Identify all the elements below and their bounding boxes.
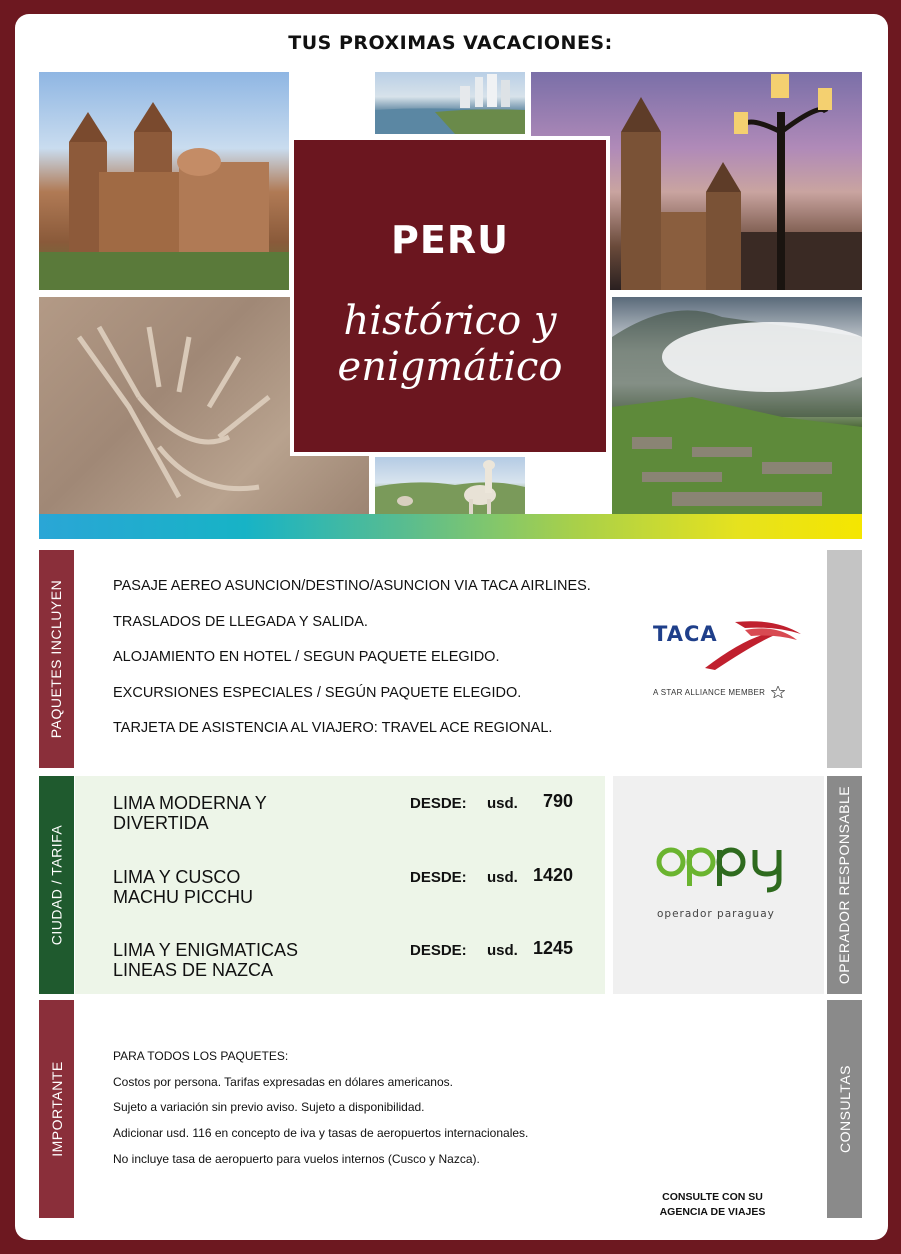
hero-subtitle-line1: histórico y	[343, 298, 557, 344]
list-item: PASAJE AEREO ASUNCION/DESTINO/ASUNCION VIA TACA AIRLINES.	[113, 578, 591, 594]
list-item: TRASLADOS DE LLEGADA Y SALIDA.	[113, 613, 368, 630]
oppy-wordmark-icon	[655, 840, 795, 910]
label-operator-text: OPERADOR RESPONSABLE	[836, 785, 853, 985]
label-includes	[39, 550, 74, 768]
taca-tagline: A STAR ALLIANCE MEMBER	[653, 688, 766, 697]
right-bar-includes	[827, 550, 862, 768]
label-fares	[39, 776, 74, 994]
fare-currency: usd.	[487, 869, 518, 886]
fare-price: 1420	[532, 865, 573, 885]
page-title: TUS PROXIMAS VACACIONES:	[288, 32, 613, 54]
notes-list	[113, 1049, 673, 1177]
fare-name-line2: DIVERTIDA	[113, 813, 209, 833]
includes-list	[113, 578, 633, 756]
fare-desde: DESDE:	[410, 869, 467, 886]
note-item: No incluye tasa de aeropuerto para vuelos internos (Cusco y Nazca).	[113, 1151, 480, 1166]
fare-price: 790	[542, 791, 573, 811]
hero-inner	[294, 140, 606, 452]
label-fares-text: CIUDAD / TARIFA	[48, 824, 65, 946]
fare-desde: DESDE:	[410, 795, 467, 812]
fare-name-line1: LIMA Y ENIGMATICAS	[113, 940, 299, 960]
list-item: TARJETA DE ASISTENCIA AL VIAJERO: TRAVEL ACE REGIONAL.	[113, 720, 553, 736]
label-important-text: IMPORTANTE	[48, 1061, 65, 1157]
note-item: Sujeto a variación sin previo aviso. Sujeto a disponibilidad.	[113, 1100, 425, 1115]
oppy-tagline: operador paraguay	[657, 908, 775, 920]
star-alliance-icon	[771, 686, 785, 698]
hero-subtitle	[294, 298, 606, 390]
fare-name-line1: LIMA Y CUSCO	[113, 867, 241, 887]
label-queries-text: CONSULTAS	[836, 1065, 853, 1153]
fare-name	[113, 793, 393, 833]
contact-line1: CONSULTE CON SU	[662, 1191, 763, 1203]
photo-llama	[375, 457, 525, 514]
taca-bird-icon	[705, 610, 805, 680]
photo-machu-picchu	[612, 297, 862, 514]
list-item: EXCURSIONES ESPECIALES / SEGÚN PAQUETE ELEGIDO.	[113, 684, 522, 701]
fare-name-line2: LINEAS DE NAZCA	[113, 960, 274, 980]
hero-title: PERU	[391, 218, 509, 262]
fare-name-line2: MACHU PICCHU	[113, 887, 254, 907]
fare-currency: usd.	[487, 795, 518, 812]
hero-panel	[290, 136, 610, 456]
fare-currency: usd.	[487, 942, 518, 959]
fare-name	[113, 940, 393, 980]
note-item: Adicionar usd. 116 en concepto de iva y tasas de aeropuertos internacionales.	[113, 1126, 529, 1141]
fare-name	[113, 867, 393, 907]
fare-name-line1: LIMA MODERNA Y	[113, 793, 267, 813]
label-queries	[827, 1000, 862, 1218]
photo-lima-coast	[375, 72, 525, 134]
contact-note	[640, 1190, 785, 1220]
note-item: PARA TODOS LOS PAQUETES:	[113, 1049, 289, 1063]
label-operator	[827, 776, 862, 994]
contact-line2: AGENCIA DE VIAJES	[659, 1206, 766, 1218]
oppy-logo	[655, 840, 795, 930]
hero-subtitle-line2: enigmático	[337, 344, 563, 390]
label-includes-text: PAQUETES INCLUYEN	[48, 579, 65, 739]
gradient-divider	[39, 514, 862, 539]
fare-price: 1245	[532, 938, 573, 958]
photo-cusco-cathedral	[39, 72, 289, 290]
label-important	[39, 1000, 74, 1218]
taca-wordmark: TACA	[653, 622, 718, 646]
note-item: Costos por persona. Tarifas expresadas en dólares americanos.	[113, 1074, 453, 1089]
list-item: ALOJAMIENTO EN HOTEL / SEGUN PAQUETE ELEGIDO.	[113, 649, 500, 665]
taca-logo	[645, 610, 805, 705]
fare-desde: DESDE:	[410, 942, 467, 959]
